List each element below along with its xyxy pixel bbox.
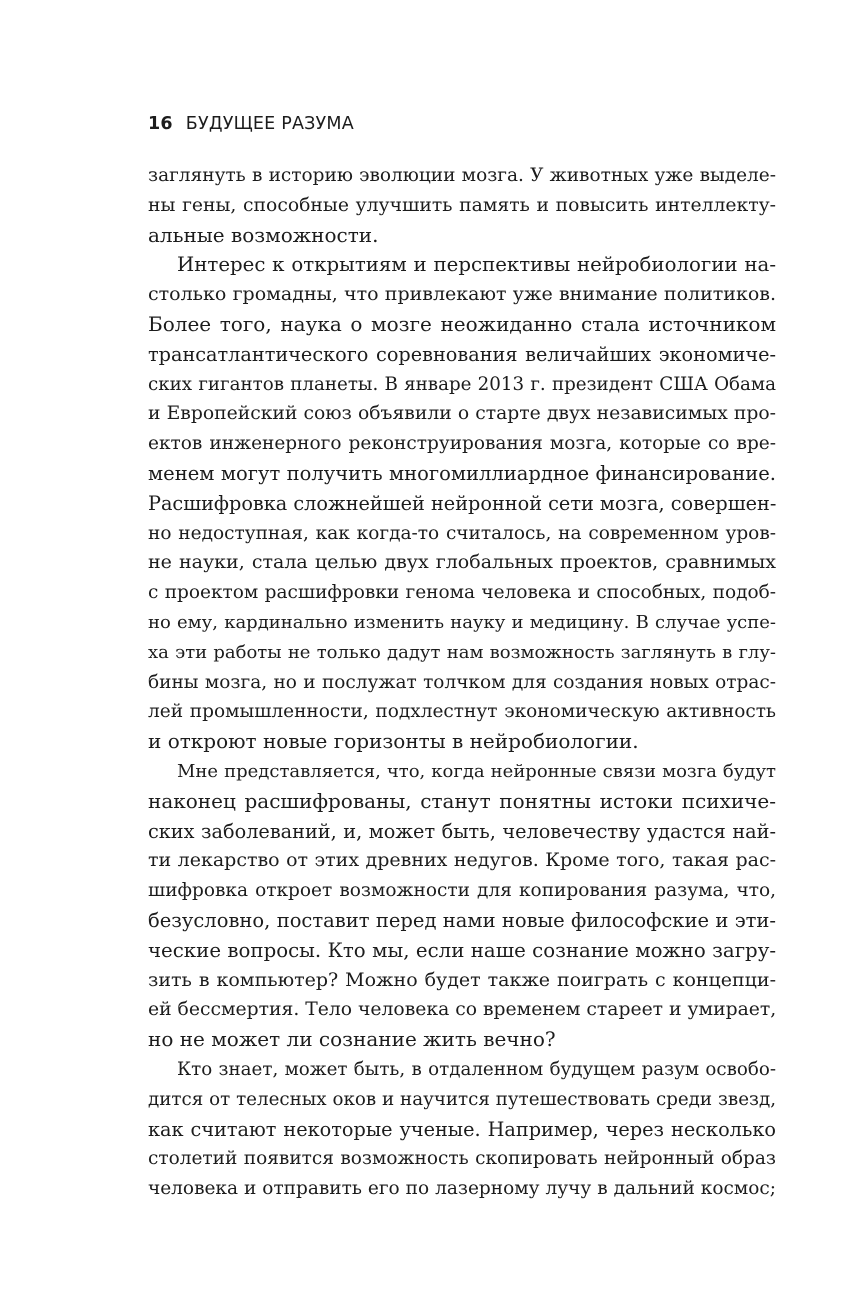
text-line: бины мозга, но и послужат толчком для создания новых отрас- xyxy=(148,671,776,693)
text-line: Кто знает, может быть, в отдаленном будущем разум освобо- xyxy=(177,1058,776,1080)
text-line: шифровка откроет возможности для копирования разума, что, xyxy=(148,880,776,902)
text-line: столько громадны, что привлекают уже внимание политиков. xyxy=(148,283,776,306)
text-line: Более того, наука о мозге неожиданно стала источником xyxy=(148,311,776,336)
paragraph xyxy=(148,1055,776,1204)
text-line: человека и отправить его по лазерному лучу в дальний космос; xyxy=(148,1178,776,1200)
text-line: с проектом расшифровки генома человека и способных, подоб- xyxy=(148,582,776,604)
text-line: не науки, стала целью двух глобальных проектов, сравнимых xyxy=(148,551,776,574)
text-line: наконец расшифрованы, станут понятны истоки психиче- xyxy=(148,788,776,813)
paragraph xyxy=(148,161,776,250)
text-line: ха эти работы не только дадут нам возможность заглянуть в глу- xyxy=(148,641,776,663)
running-header xyxy=(148,110,354,138)
text-line: ческие вопросы. Кто мы, если наше сознание можно загру- xyxy=(148,938,776,962)
text-line: Расшифровка сложнейшей нейронной сети мозга, совершен- xyxy=(148,491,777,515)
text-line: и Европейский союз объявили о старте двух независимых про- xyxy=(148,403,776,425)
text-line: но ему, кардинально изменить науку и медицину. В случае успе- xyxy=(148,611,776,633)
text-line: дится от телесных оков и научится путешествовать среди звезд, xyxy=(148,1088,776,1110)
text-line: Интерес к открытиям и перспективы нейробиологии на- xyxy=(177,253,776,277)
running-title: БУДУЩЕЕ РАЗУМА xyxy=(185,114,354,134)
paragraph xyxy=(148,757,776,1055)
text-line: ти лекарство от этих древних недугов. Кроме того, такая рас- xyxy=(148,849,776,872)
body-text xyxy=(148,161,776,1204)
text-line: ектов инженерного реконструирования мозга, которые со вре- xyxy=(148,433,776,455)
text-line: зить в компьютер? Можно будет также поиграть с концепци- xyxy=(148,968,776,991)
text-line: менем могут получить многомиллиардное финансирование. xyxy=(148,461,776,485)
text-line: ны гены, способные улучшить память и повысить интеллекту- xyxy=(148,194,776,216)
text-line: заглянуть в историю эволюции мозга. У животных уже выделе- xyxy=(148,165,776,186)
paragraph xyxy=(148,250,776,757)
text-line: безусловно, поставит перед нами новые философские и эти- xyxy=(148,908,776,932)
text-line: альные возможности. xyxy=(148,222,379,247)
text-line: трансатлантического соревнования величайших экономиче- xyxy=(148,342,776,366)
text-line: Мне представляется, что, когда нейронные связи мозга будут xyxy=(177,760,776,782)
text-line: и откроют новые горизонты в нейробиологии. xyxy=(148,729,639,754)
text-line: столетий появится возможность скопировать нейронный образ xyxy=(148,1148,776,1170)
text-line: лей промышленности, подхлестнут экономическую активность xyxy=(148,701,776,723)
text-line: ей бессмертия. Тело человека со временем стареет и умирает, xyxy=(148,999,777,1021)
text-line: но не может ли сознание жить вечно? xyxy=(148,1027,556,1052)
text-line: как считают некоторые ученые. Например, через несколько xyxy=(148,1117,776,1141)
page-number: 16 xyxy=(148,114,173,134)
text-line: ских гигантов планеты. В январе 2013 г. президент США Обама xyxy=(148,373,776,395)
text-line: ских заболеваний, и, может быть, человечеству удастся най- xyxy=(148,819,776,843)
text-line: но недоступная, как когда-то считалось, на современном уров- xyxy=(148,522,776,544)
